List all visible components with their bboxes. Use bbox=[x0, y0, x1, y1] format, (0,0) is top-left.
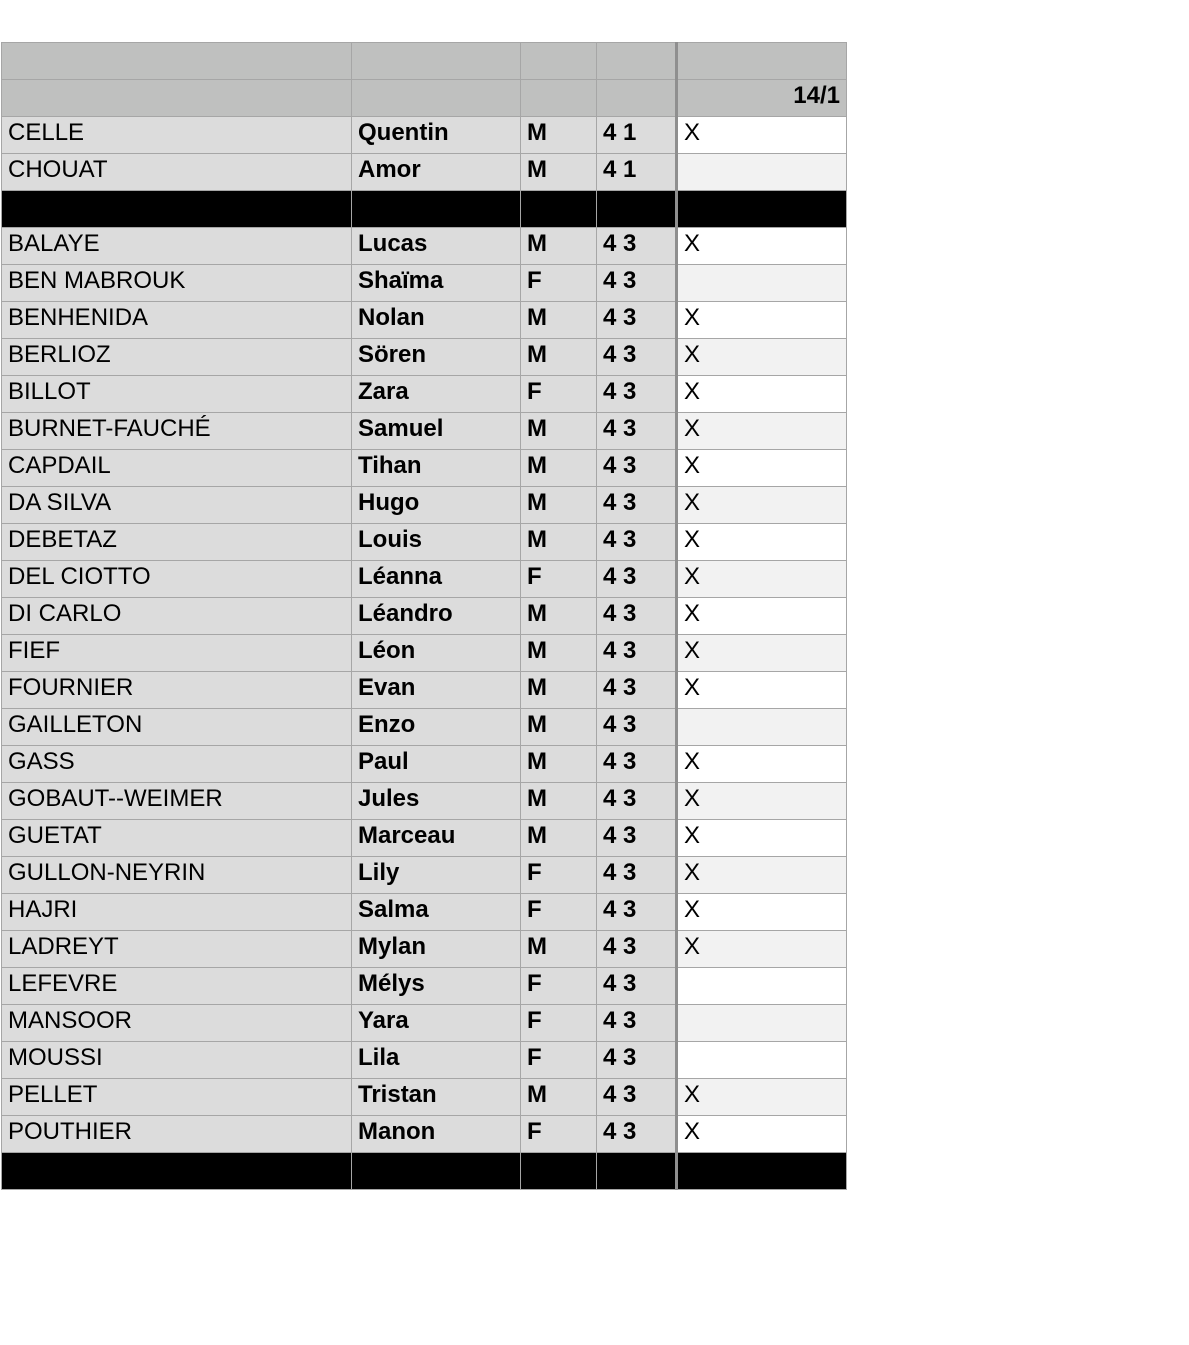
attendance-mark-cell[interactable]: X bbox=[677, 1079, 847, 1116]
attendance-mark-cell[interactable] bbox=[677, 1042, 847, 1079]
class-cell[interactable]: 4 3 bbox=[597, 783, 677, 820]
first-name-cell[interactable]: Enzo bbox=[352, 709, 521, 746]
class-cell[interactable]: 4 3 bbox=[597, 598, 677, 635]
sex-cell[interactable]: M bbox=[521, 672, 597, 709]
last-name-cell[interactable]: BENHENIDA bbox=[2, 302, 352, 339]
first-name-cell[interactable]: Hugo bbox=[352, 487, 521, 524]
header-cell[interactable] bbox=[597, 80, 677, 117]
first-name-cell[interactable]: Mylan bbox=[352, 931, 521, 968]
last-name-cell[interactable]: LADREYT bbox=[2, 931, 352, 968]
class-cell[interactable]: 4 3 bbox=[597, 561, 677, 598]
separator-cell[interactable] bbox=[677, 1153, 847, 1190]
separator-row bbox=[2, 1153, 847, 1190]
attendance-mark-cell[interactable]: X bbox=[677, 746, 847, 783]
student-row bbox=[2, 894, 847, 931]
header-cell[interactable] bbox=[521, 80, 597, 117]
first-name-cell[interactable]: Léandro bbox=[352, 598, 521, 635]
student-row bbox=[2, 931, 847, 968]
student-row bbox=[2, 339, 847, 376]
attendance-mark-cell[interactable] bbox=[677, 1005, 847, 1042]
first-name-cell[interactable]: Yara bbox=[352, 1005, 521, 1042]
last-name-cell[interactable]: BALAYE bbox=[2, 228, 352, 265]
last-name-cell[interactable]: CHOUAT bbox=[2, 154, 352, 191]
sex-cell[interactable]: M bbox=[521, 450, 597, 487]
separator-cell[interactable] bbox=[677, 191, 847, 228]
class-cell[interactable]: 4 3 bbox=[597, 635, 677, 672]
last-name-cell[interactable]: GAILLETON bbox=[2, 709, 352, 746]
student-row bbox=[2, 672, 847, 709]
class-cell[interactable]: 4 1 bbox=[597, 117, 677, 154]
student-row bbox=[2, 968, 847, 1005]
attendance-mark-cell[interactable]: X bbox=[677, 598, 847, 635]
header-cell[interactable] bbox=[597, 43, 677, 80]
attendance-mark-cell[interactable]: X bbox=[677, 376, 847, 413]
sex-cell[interactable]: F bbox=[521, 265, 597, 302]
separator-cell[interactable] bbox=[2, 1153, 352, 1190]
first-name-cell[interactable]: Lucas bbox=[352, 228, 521, 265]
student-row bbox=[2, 857, 847, 894]
sex-cell[interactable]: F bbox=[521, 968, 597, 1005]
student-row bbox=[2, 709, 847, 746]
student-row bbox=[2, 561, 847, 598]
class-cell[interactable]: 4 3 bbox=[597, 746, 677, 783]
attendance-mark-cell[interactable]: X bbox=[677, 339, 847, 376]
first-name-cell[interactable]: Quentin bbox=[352, 117, 521, 154]
student-row bbox=[2, 302, 847, 339]
last-name-cell[interactable]: FOURNIER bbox=[2, 672, 352, 709]
sex-cell[interactable]: M bbox=[521, 524, 597, 561]
student-row bbox=[2, 783, 847, 820]
separator-cell[interactable] bbox=[521, 191, 597, 228]
separator-cell[interactable] bbox=[352, 191, 521, 228]
attendance-mark-cell[interactable]: X bbox=[677, 1116, 847, 1153]
attendance-mark-cell[interactable]: X bbox=[677, 635, 847, 672]
attendance-mark-cell[interactable]: X bbox=[677, 561, 847, 598]
student-row bbox=[2, 746, 847, 783]
first-name-cell[interactable]: Nolan bbox=[352, 302, 521, 339]
last-name-cell[interactable]: GOBAUT--WEIMER bbox=[2, 783, 352, 820]
header-cell[interactable] bbox=[2, 43, 352, 80]
sex-cell[interactable]: M bbox=[521, 746, 597, 783]
student-row bbox=[2, 228, 847, 265]
sex-cell[interactable]: F bbox=[521, 561, 597, 598]
separator-cell[interactable] bbox=[597, 191, 677, 228]
class-cell[interactable]: 4 3 bbox=[597, 1005, 677, 1042]
student-row bbox=[2, 1005, 847, 1042]
student-row bbox=[2, 598, 847, 635]
class-cell[interactable]: 4 3 bbox=[597, 709, 677, 746]
last-name-cell[interactable]: CAPDAIL bbox=[2, 450, 352, 487]
student-row bbox=[2, 487, 847, 524]
class-cell[interactable]: 4 3 bbox=[597, 339, 677, 376]
sheet-body bbox=[2, 43, 847, 1190]
student-row bbox=[2, 1116, 847, 1153]
class-cell[interactable]: 4 3 bbox=[597, 894, 677, 931]
sex-cell[interactable]: M bbox=[521, 598, 597, 635]
last-name-cell[interactable]: DEBETAZ bbox=[2, 524, 352, 561]
attendance-mark-cell[interactable]: X bbox=[677, 857, 847, 894]
sex-cell[interactable]: M bbox=[521, 228, 597, 265]
attendance-mark-cell[interactable]: X bbox=[677, 302, 847, 339]
student-row bbox=[2, 376, 847, 413]
last-name-cell[interactable]: BILLOT bbox=[2, 376, 352, 413]
header-cell[interactable] bbox=[521, 43, 597, 80]
student-row bbox=[2, 117, 847, 154]
separator-cell[interactable] bbox=[521, 1153, 597, 1190]
last-name-cell[interactable]: BEN MABROUK bbox=[2, 265, 352, 302]
student-row bbox=[2, 450, 847, 487]
last-name-cell[interactable]: GULLON-NEYRIN bbox=[2, 857, 352, 894]
class-cell[interactable]: 4 3 bbox=[597, 376, 677, 413]
last-name-cell[interactable]: CELLE bbox=[2, 117, 352, 154]
first-name-cell[interactable]: Louis bbox=[352, 524, 521, 561]
sex-cell[interactable]: M bbox=[521, 783, 597, 820]
first-name-cell[interactable]: Lily bbox=[352, 857, 521, 894]
attendance-mark-cell[interactable] bbox=[677, 709, 847, 746]
last-name-cell[interactable]: POUTHIER bbox=[2, 1116, 352, 1153]
student-row bbox=[2, 154, 847, 191]
sex-cell[interactable]: M bbox=[521, 302, 597, 339]
last-name-cell[interactable]: DEL CIOTTO bbox=[2, 561, 352, 598]
class-cell[interactable]: 4 3 bbox=[597, 450, 677, 487]
attendance-mark-cell[interactable]: X bbox=[677, 450, 847, 487]
last-name-cell[interactable]: MANSOOR bbox=[2, 1005, 352, 1042]
separator-row bbox=[2, 191, 847, 228]
attendance-mark-cell[interactable]: X bbox=[677, 672, 847, 709]
class-cell[interactable]: 4 3 bbox=[597, 672, 677, 709]
sex-cell[interactable]: M bbox=[521, 413, 597, 450]
last-name-cell[interactable]: MOUSSI bbox=[2, 1042, 352, 1079]
class-cell[interactable]: 4 3 bbox=[597, 228, 677, 265]
sex-cell[interactable]: M bbox=[521, 709, 597, 746]
date-header-cell[interactable]: 14/1 bbox=[677, 80, 847, 117]
last-name-cell[interactable]: GUETAT bbox=[2, 820, 352, 857]
first-name-cell[interactable]: Manon bbox=[352, 1116, 521, 1153]
first-name-cell[interactable]: Lila bbox=[352, 1042, 521, 1079]
first-name-cell[interactable]: Tihan bbox=[352, 450, 521, 487]
student-row bbox=[2, 820, 847, 857]
last-name-cell[interactable]: PELLET bbox=[2, 1079, 352, 1116]
last-name-cell[interactable]: FIEF bbox=[2, 635, 352, 672]
attendance-mark-cell[interactable] bbox=[677, 265, 847, 302]
first-name-cell[interactable]: Tristan bbox=[352, 1079, 521, 1116]
sex-cell[interactable]: M bbox=[521, 931, 597, 968]
sex-cell[interactable]: M bbox=[521, 1079, 597, 1116]
last-name-cell[interactable]: GASS bbox=[2, 746, 352, 783]
sex-cell[interactable]: M bbox=[521, 117, 597, 154]
attendance-mark-cell[interactable]: X bbox=[677, 524, 847, 561]
sex-cell[interactable]: F bbox=[521, 1116, 597, 1153]
last-name-cell[interactable]: BURNET-FAUCHÉ bbox=[2, 413, 352, 450]
student-row bbox=[2, 635, 847, 672]
class-cell[interactable]: 4 3 bbox=[597, 413, 677, 450]
last-name-cell[interactable]: DA SILVA bbox=[2, 487, 352, 524]
attendance-mark-cell[interactable]: X bbox=[677, 894, 847, 931]
first-name-cell[interactable]: Jules bbox=[352, 783, 521, 820]
class-cell[interactable]: 4 3 bbox=[597, 524, 677, 561]
first-name-cell[interactable]: Shaïma bbox=[352, 265, 521, 302]
attendance-mark-cell[interactable]: X bbox=[677, 413, 847, 450]
first-name-cell[interactable]: Marceau bbox=[352, 820, 521, 857]
sex-cell[interactable]: F bbox=[521, 1042, 597, 1079]
class-cell[interactable]: 4 3 bbox=[597, 302, 677, 339]
sex-cell[interactable]: M bbox=[521, 820, 597, 857]
class-cell[interactable]: 4 3 bbox=[597, 820, 677, 857]
separator-cell[interactable] bbox=[352, 1153, 521, 1190]
last-name-cell[interactable]: LEFEVRE bbox=[2, 968, 352, 1005]
student-row bbox=[2, 1079, 847, 1116]
attendance-mark-cell[interactable] bbox=[677, 968, 847, 1005]
first-name-cell[interactable]: Sören bbox=[352, 339, 521, 376]
student-row bbox=[2, 413, 847, 450]
class-cell[interactable]: 4 3 bbox=[597, 1116, 677, 1153]
first-name-cell[interactable]: Zara bbox=[352, 376, 521, 413]
separator-cell[interactable] bbox=[597, 1153, 677, 1190]
class-cell[interactable]: 4 3 bbox=[597, 487, 677, 524]
first-name-cell[interactable]: Samuel bbox=[352, 413, 521, 450]
separator-cell[interactable] bbox=[2, 191, 352, 228]
header-cell[interactable] bbox=[352, 80, 521, 117]
header-cell[interactable] bbox=[352, 43, 521, 80]
first-name-cell[interactable]: Léanna bbox=[352, 561, 521, 598]
attendance-mark-cell[interactable]: X bbox=[677, 228, 847, 265]
last-name-cell[interactable]: DI CARLO bbox=[2, 598, 352, 635]
header-row-blank bbox=[2, 43, 847, 80]
header-cell[interactable] bbox=[677, 43, 847, 80]
first-name-cell[interactable]: Evan bbox=[352, 672, 521, 709]
attendance-mark-cell[interactable]: X bbox=[677, 117, 847, 154]
sex-cell[interactable]: M bbox=[521, 339, 597, 376]
sex-cell[interactable]: F bbox=[521, 376, 597, 413]
last-name-cell[interactable]: BERLIOZ bbox=[2, 339, 352, 376]
sex-cell[interactable]: M bbox=[521, 154, 597, 191]
class-cell[interactable]: 4 3 bbox=[597, 857, 677, 894]
attendance-mark-cell[interactable]: X bbox=[677, 931, 847, 968]
sex-cell[interactable]: F bbox=[521, 894, 597, 931]
sex-cell[interactable]: M bbox=[521, 635, 597, 672]
student-row bbox=[2, 265, 847, 302]
sex-cell[interactable]: F bbox=[521, 857, 597, 894]
first-name-cell[interactable]: Paul bbox=[352, 746, 521, 783]
sex-cell[interactable]: F bbox=[521, 1005, 597, 1042]
class-cell[interactable]: 4 3 bbox=[597, 968, 677, 1005]
header-row-date bbox=[2, 80, 847, 117]
attendance-mark-cell[interactable]: X bbox=[677, 783, 847, 820]
first-name-cell[interactable]: Léon bbox=[352, 635, 521, 672]
class-cell[interactable]: 4 3 bbox=[597, 1042, 677, 1079]
attendance-mark-cell[interactable]: X bbox=[677, 820, 847, 857]
first-name-cell[interactable]: Mélys bbox=[352, 968, 521, 1005]
class-cell[interactable]: 4 3 bbox=[597, 931, 677, 968]
class-cell[interactable]: 4 3 bbox=[597, 265, 677, 302]
attendance-sheet bbox=[1, 42, 847, 1190]
attendance-mark-cell[interactable] bbox=[677, 154, 847, 191]
first-name-cell[interactable]: Salma bbox=[352, 894, 521, 931]
sex-cell[interactable]: M bbox=[521, 487, 597, 524]
class-cell[interactable]: 4 3 bbox=[597, 1079, 677, 1116]
student-row bbox=[2, 1042, 847, 1079]
last-name-cell[interactable]: HAJRI bbox=[2, 894, 352, 931]
student-row bbox=[2, 524, 847, 561]
header-cell[interactable] bbox=[2, 80, 352, 117]
attendance-mark-cell[interactable]: X bbox=[677, 487, 847, 524]
first-name-cell[interactable]: Amor bbox=[352, 154, 521, 191]
class-cell[interactable]: 4 1 bbox=[597, 154, 677, 191]
